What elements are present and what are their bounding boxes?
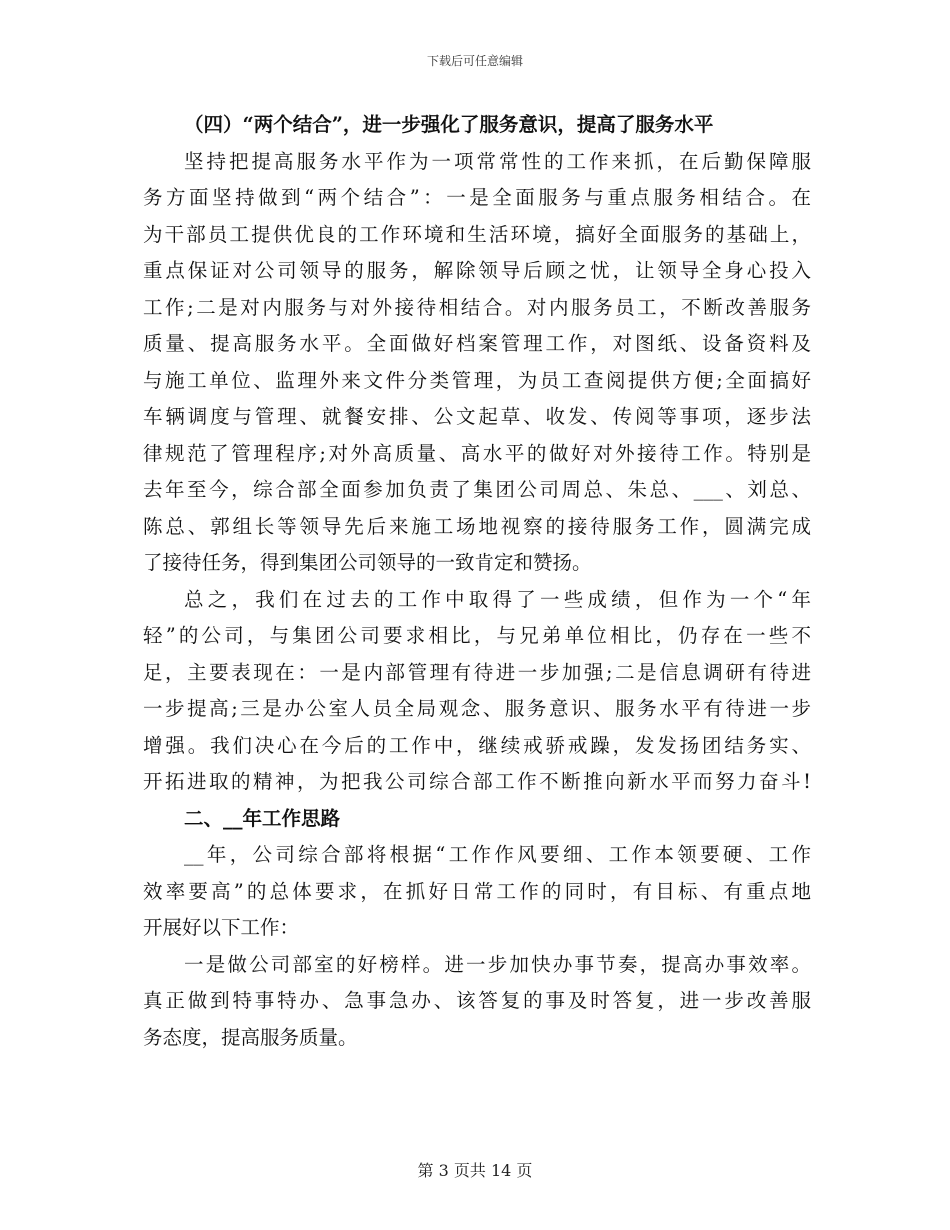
- paragraph-line: 足，主要表现在：一是内部管理有待进一步加强;二是信息调研有待进: [143, 660, 811, 684]
- paragraph-line: 一是做公司部室的好榜样。进一步加快办事节奏，提高办事效率。: [184, 952, 811, 976]
- paragraph-line: 去年至今，综合部全面参加负责了集团公司周总、朱总、___、刘总、: [143, 478, 811, 501]
- paragraph-line: 务方面坚持做到“两个结合”：一是全面服务与重点服务相结合。在: [143, 186, 811, 209]
- section-heading: 二、__年工作思路: [184, 806, 341, 830]
- document-body: [143, 107, 811, 1056]
- paragraph-line: 一步提高;三是办公室人员全局观念、服务意识、服务水平有待进一步: [143, 697, 811, 720]
- paragraph-line: 陈总、郭组长等领导先后来施工场地视察的接待服务工作，圆满完成: [143, 514, 811, 538]
- page-header-note: 下载后可任意编辑: [426, 54, 523, 68]
- paragraph-line: 质量、提高服务水平。全面做好档案管理工作，对图纸、设备资料及: [143, 332, 811, 355]
- paragraph-line: 与施工单位、监理外来文件分类管理，为员工查阅提供方便;全面搞好: [143, 368, 811, 392]
- paragraph-line: 律规范了管理程序;对外高质量、高水平的做好对外接待工作。特别是: [143, 441, 811, 465]
- paragraph-line: 开展好以下工作：: [143, 916, 300, 939]
- paragraph-line: __年，公司综合部将根据“工作作风要细、工作本领要硬、工作: [184, 843, 811, 866]
- paragraph-line: 开拓进取的精神，为把我公司综合部工作不断推向新水平而努力奋斗!: [143, 770, 811, 793]
- paragraph-line: 车辆调度与管理、就餐安排、公文起草、收发、传阅等事项，逐步法: [143, 405, 811, 428]
- paragraph-line: 轻”的公司，与集团公司要求相比，与兄弟单位相比，仍存在一些不: [143, 624, 811, 647]
- paragraph-line: 工作;二是对内服务与对外接待相结合。对内服务员工，不断改善服务: [143, 295, 811, 319]
- section-heading: （四）“两个结合”，进一步强化了服务意识，提高了服务水平: [184, 113, 714, 136]
- paragraph-line: 为干部员工提供优良的工作环境和生活环境，搞好全面服务的基础上，: [143, 222, 811, 246]
- paragraph-line: 增强。我们决心在今后的工作中，继续戒骄戒躁，发发扬团结务实、: [143, 733, 811, 757]
- paragraph-line: 重点保证对公司领导的服务，解除领导后顾之忧，让领导全身心投入: [143, 259, 811, 282]
- paragraph-line: 总之，我们在过去的工作中取得了一些成绩，但作为一个“年: [184, 587, 811, 611]
- paragraph-line: 务态度，提高服务质量。: [143, 1025, 358, 1049]
- paragraph-line: 坚持把提高服务水平作为一项常常性的工作来抓，在后勤保障服: [184, 149, 811, 173]
- page-number: 第 3 页共 14 页: [417, 1161, 533, 1180]
- paragraph-line: 真正做到特事特办、急事急办、该答复的事及时答复，进一步改善服: [143, 989, 811, 1012]
- paragraph-line: 了接待任务，得到集团公司领导的一致肯定和赞扬。: [143, 551, 592, 574]
- paragraph-line: 效率要高”的总体要求，在抓好日常工作的同时，有目标、有重点地: [143, 879, 811, 903]
